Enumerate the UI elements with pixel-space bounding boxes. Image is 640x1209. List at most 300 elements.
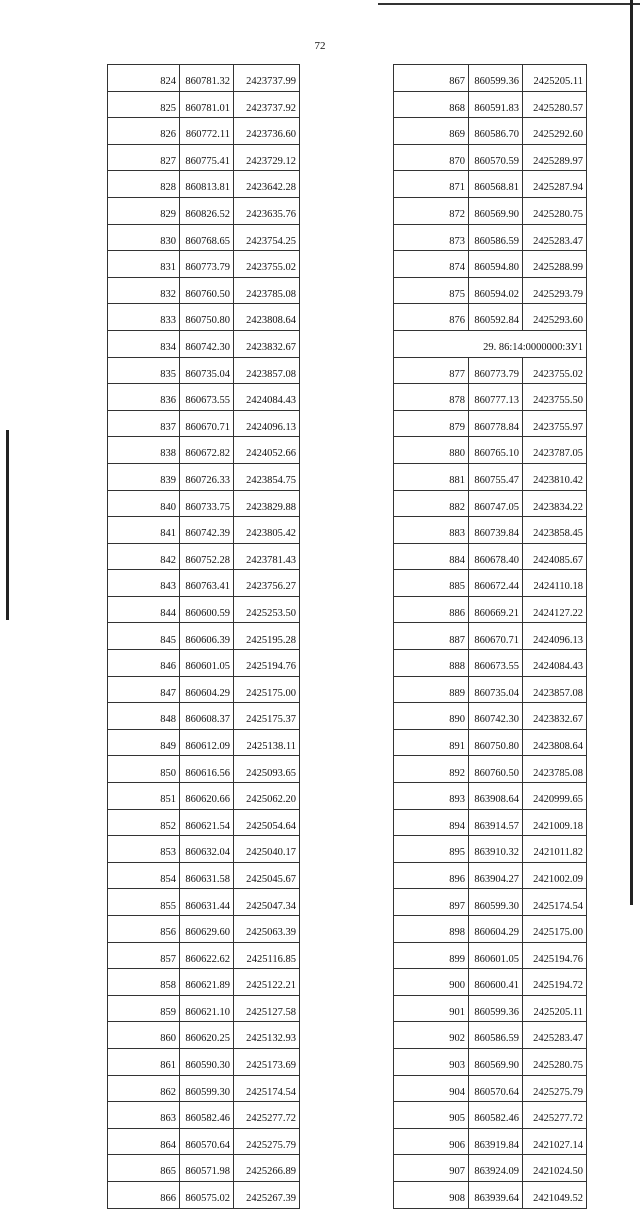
table-row	[108, 144, 300, 171]
y-coordinate-cell: 2425267.39	[234, 1181, 300, 1208]
table-row	[394, 1155, 587, 1182]
x-coordinate-cell: 860673.55	[469, 650, 523, 677]
x-coordinate-cell: 860575.02	[180, 1181, 234, 1208]
table-row	[108, 650, 300, 677]
point-number-cell: 852	[108, 809, 180, 836]
point-number-cell: 887	[394, 623, 469, 650]
coordinates-table-right	[393, 64, 587, 1209]
point-number-cell: 845	[108, 623, 180, 650]
table-row	[108, 251, 300, 278]
point-number-cell: 889	[394, 676, 469, 703]
table-row	[394, 224, 587, 251]
x-coordinate-cell: 860621.54	[180, 809, 234, 836]
x-coordinate-cell: 860631.44	[180, 889, 234, 916]
x-coordinate-cell: 860826.52	[180, 197, 234, 224]
x-coordinate-cell: 860669.21	[469, 596, 523, 623]
x-coordinate-cell: 860765.10	[469, 437, 523, 464]
x-coordinate-cell: 860621.89	[180, 969, 234, 996]
x-coordinate-cell: 860735.04	[180, 357, 234, 384]
point-number-cell: 907	[394, 1155, 469, 1182]
y-coordinate-cell: 2423736.60	[234, 118, 300, 145]
table-row	[108, 517, 300, 544]
x-coordinate-cell: 860726.33	[180, 463, 234, 490]
y-coordinate-cell: 2425293.60	[523, 304, 587, 331]
point-number-cell: 880	[394, 437, 469, 464]
table-row	[108, 304, 300, 331]
table-row	[394, 1181, 587, 1208]
x-coordinate-cell: 860752.28	[180, 543, 234, 570]
x-coordinate-cell: 860760.50	[180, 277, 234, 304]
x-coordinate-cell: 860763.41	[180, 570, 234, 597]
y-coordinate-cell: 2425289.97	[523, 144, 587, 171]
point-number-cell: 856	[108, 916, 180, 943]
point-number-cell: 866	[108, 1181, 180, 1208]
table-row	[108, 118, 300, 145]
table-row	[394, 171, 587, 198]
x-coordinate-cell: 860570.59	[469, 144, 523, 171]
y-coordinate-cell: 2423755.97	[523, 410, 587, 437]
y-coordinate-cell: 2425205.11	[523, 65, 587, 92]
y-coordinate-cell: 2421009.18	[523, 809, 587, 836]
x-coordinate-cell: 860750.80	[180, 304, 234, 331]
x-coordinate-cell: 860772.11	[180, 118, 234, 145]
x-coordinate-cell: 860604.29	[469, 916, 523, 943]
y-coordinate-cell: 2425287.94	[523, 171, 587, 198]
x-coordinate-cell: 860750.80	[469, 729, 523, 756]
section-header-row	[394, 330, 587, 357]
table-row	[108, 65, 300, 92]
point-number-cell: 883	[394, 517, 469, 544]
point-number-cell: 903	[394, 1048, 469, 1075]
x-coordinate-cell: 860622.62	[180, 942, 234, 969]
y-coordinate-cell: 2423737.92	[234, 91, 300, 118]
table-row	[394, 277, 587, 304]
x-coordinate-cell: 863904.27	[469, 862, 523, 889]
y-coordinate-cell: 2423810.42	[523, 463, 587, 490]
y-coordinate-cell: 2425292.60	[523, 118, 587, 145]
x-coordinate-cell: 860735.04	[469, 676, 523, 703]
table-row	[108, 570, 300, 597]
point-number-cell: 850	[108, 756, 180, 783]
table-row	[394, 251, 587, 278]
x-coordinate-cell: 860601.05	[469, 942, 523, 969]
y-coordinate-cell: 2423858.45	[523, 517, 587, 544]
table-row	[108, 889, 300, 916]
x-coordinate-cell: 860606.39	[180, 623, 234, 650]
y-coordinate-cell: 2425040.17	[234, 836, 300, 863]
y-coordinate-cell: 2425194.72	[523, 969, 587, 996]
y-coordinate-cell: 2425063.39	[234, 916, 300, 943]
point-number-cell: 891	[394, 729, 469, 756]
y-coordinate-cell: 2423755.02	[234, 251, 300, 278]
table-row	[394, 517, 587, 544]
y-coordinate-cell: 2423635.76	[234, 197, 300, 224]
point-number-cell: 905	[394, 1102, 469, 1129]
y-coordinate-cell: 2424084.43	[234, 384, 300, 411]
point-number-cell: 840	[108, 490, 180, 517]
point-number-cell: 896	[394, 862, 469, 889]
y-coordinate-cell: 2425194.76	[523, 942, 587, 969]
table-row	[108, 1075, 300, 1102]
table-row	[108, 197, 300, 224]
table-row	[108, 330, 300, 357]
table-row	[108, 836, 300, 863]
x-coordinate-cell: 860742.30	[469, 703, 523, 730]
point-number-cell: 860	[108, 1022, 180, 1049]
y-coordinate-cell: 2423808.64	[234, 304, 300, 331]
y-coordinate-cell: 2424052.66	[234, 437, 300, 464]
y-coordinate-cell: 2423832.67	[234, 330, 300, 357]
x-coordinate-cell: 863939.64	[469, 1181, 523, 1208]
point-number-cell: 898	[394, 916, 469, 943]
point-number-cell: 847	[108, 676, 180, 703]
table-row	[394, 570, 587, 597]
x-coordinate-cell: 860768.65	[180, 224, 234, 251]
point-number-cell: 839	[108, 463, 180, 490]
point-number-cell: 829	[108, 197, 180, 224]
y-coordinate-cell: 2423857.08	[523, 676, 587, 703]
table-row	[108, 995, 300, 1022]
x-coordinate-cell: 860747.05	[469, 490, 523, 517]
x-coordinate-cell: 860570.64	[469, 1075, 523, 1102]
x-coordinate-cell: 860781.32	[180, 65, 234, 92]
y-coordinate-cell: 2424085.67	[523, 543, 587, 570]
point-number-cell: 838	[108, 437, 180, 464]
table-row	[394, 1075, 587, 1102]
point-number-cell: 886	[394, 596, 469, 623]
y-coordinate-cell: 2425266.89	[234, 1155, 300, 1182]
x-coordinate-cell: 863914.57	[469, 809, 523, 836]
table-row	[394, 1048, 587, 1075]
table-row	[108, 862, 300, 889]
y-coordinate-cell: 2421002.09	[523, 862, 587, 889]
point-number-cell: 841	[108, 517, 180, 544]
table-row	[394, 969, 587, 996]
x-coordinate-cell: 860778.84	[469, 410, 523, 437]
point-number-cell: 842	[108, 543, 180, 570]
y-coordinate-cell: 2425275.79	[234, 1128, 300, 1155]
table-row	[394, 543, 587, 570]
table-row	[108, 623, 300, 650]
point-number-cell: 904	[394, 1075, 469, 1102]
x-coordinate-cell: 860620.66	[180, 783, 234, 810]
x-coordinate-cell: 860591.83	[469, 91, 523, 118]
point-number-cell: 884	[394, 543, 469, 570]
x-coordinate-cell: 860739.84	[469, 517, 523, 544]
x-coordinate-cell: 860568.81	[469, 171, 523, 198]
point-number-cell: 906	[394, 1128, 469, 1155]
y-coordinate-cell: 2423755.50	[523, 384, 587, 411]
x-coordinate-cell: 860604.29	[180, 676, 234, 703]
x-coordinate-cell: 860586.70	[469, 118, 523, 145]
table-row	[394, 437, 587, 464]
table-row	[394, 836, 587, 863]
point-number-cell: 881	[394, 463, 469, 490]
y-coordinate-cell: 2425277.72	[523, 1102, 587, 1129]
point-number-cell: 864	[108, 1128, 180, 1155]
point-number-cell: 878	[394, 384, 469, 411]
y-coordinate-cell: 2423808.64	[523, 729, 587, 756]
table-row	[108, 437, 300, 464]
point-number-cell: 882	[394, 490, 469, 517]
page-number: 72	[314, 40, 326, 52]
y-coordinate-cell: 2421049.52	[523, 1181, 587, 1208]
point-number-cell: 873	[394, 224, 469, 251]
y-coordinate-cell: 2425174.54	[523, 889, 587, 916]
table-row	[108, 969, 300, 996]
point-number-cell: 870	[394, 144, 469, 171]
point-number-cell: 872	[394, 197, 469, 224]
x-coordinate-cell: 860586.59	[469, 224, 523, 251]
section-label: 29. 86:14:0000000:ЗУ1	[394, 330, 587, 357]
y-coordinate-cell: 2425174.54	[234, 1075, 300, 1102]
y-coordinate-cell: 2423781.43	[234, 543, 300, 570]
point-number-cell: 837	[108, 410, 180, 437]
table-row	[394, 197, 587, 224]
x-coordinate-cell: 860672.82	[180, 437, 234, 464]
x-coordinate-cell: 860629.60	[180, 916, 234, 943]
x-coordinate-cell: 860608.37	[180, 703, 234, 730]
table-row	[108, 224, 300, 251]
table-row	[394, 357, 587, 384]
table-row	[108, 543, 300, 570]
table-row	[108, 463, 300, 490]
x-coordinate-cell: 863908.64	[469, 783, 523, 810]
point-number-cell: 862	[108, 1075, 180, 1102]
y-coordinate-cell: 2423834.22	[523, 490, 587, 517]
table-row	[394, 676, 587, 703]
point-number-cell: 877	[394, 357, 469, 384]
y-coordinate-cell: 2424127.22	[523, 596, 587, 623]
y-coordinate-cell: 2423785.08	[523, 756, 587, 783]
y-coordinate-cell: 2425288.99	[523, 251, 587, 278]
point-number-cell: 844	[108, 596, 180, 623]
point-number-cell: 835	[108, 357, 180, 384]
margin-mark	[6, 430, 9, 620]
x-coordinate-cell: 860673.55	[180, 384, 234, 411]
x-coordinate-cell: 860601.05	[180, 650, 234, 677]
y-coordinate-cell: 2425122.21	[234, 969, 300, 996]
point-number-cell: 828	[108, 171, 180, 198]
table-row	[108, 91, 300, 118]
table-row	[108, 596, 300, 623]
table-row	[108, 357, 300, 384]
point-number-cell: 827	[108, 144, 180, 171]
table-row	[108, 1181, 300, 1208]
x-coordinate-cell: 860569.90	[469, 197, 523, 224]
point-number-cell: 831	[108, 251, 180, 278]
y-coordinate-cell: 2425173.69	[234, 1048, 300, 1075]
coordinates-table-left	[107, 64, 300, 1209]
table-row	[394, 1128, 587, 1155]
table-row	[394, 623, 587, 650]
y-coordinate-cell: 2421011.82	[523, 836, 587, 863]
x-coordinate-cell: 860590.30	[180, 1048, 234, 1075]
y-coordinate-cell: 2425054.64	[234, 809, 300, 836]
y-coordinate-cell: 2423857.08	[234, 357, 300, 384]
point-number-cell: 875	[394, 277, 469, 304]
x-coordinate-cell: 860775.41	[180, 144, 234, 171]
table-row	[108, 410, 300, 437]
point-number-cell: 853	[108, 836, 180, 863]
point-number-cell: 854	[108, 862, 180, 889]
y-coordinate-cell: 2425045.67	[234, 862, 300, 889]
y-coordinate-cell: 2423785.08	[234, 277, 300, 304]
y-coordinate-cell: 2425280.57	[523, 91, 587, 118]
table-row	[108, 1128, 300, 1155]
y-coordinate-cell: 2423642.28	[234, 171, 300, 198]
table-row	[108, 277, 300, 304]
y-coordinate-cell: 2425175.37	[234, 703, 300, 730]
x-coordinate-cell: 860582.46	[180, 1102, 234, 1129]
x-coordinate-cell: 860621.10	[180, 995, 234, 1022]
x-coordinate-cell: 863924.09	[469, 1155, 523, 1182]
point-number-cell: 849	[108, 729, 180, 756]
x-coordinate-cell: 860600.41	[469, 969, 523, 996]
table-row	[108, 1022, 300, 1049]
table-row	[394, 490, 587, 517]
x-coordinate-cell: 860678.40	[469, 543, 523, 570]
y-coordinate-cell: 2425127.58	[234, 995, 300, 1022]
point-number-cell: 848	[108, 703, 180, 730]
point-number-cell: 890	[394, 703, 469, 730]
y-coordinate-cell: 2425194.76	[234, 650, 300, 677]
point-number-cell: 879	[394, 410, 469, 437]
table-row	[394, 410, 587, 437]
x-coordinate-cell: 860773.79	[469, 357, 523, 384]
point-number-cell: 888	[394, 650, 469, 677]
y-coordinate-cell: 2425283.47	[523, 1022, 587, 1049]
table-row	[394, 91, 587, 118]
table-row	[108, 1155, 300, 1182]
table-row	[394, 650, 587, 677]
x-coordinate-cell: 860571.98	[180, 1155, 234, 1182]
y-coordinate-cell: 2423832.67	[523, 703, 587, 730]
x-coordinate-cell: 860631.58	[180, 862, 234, 889]
point-number-cell: 826	[108, 118, 180, 145]
point-number-cell: 899	[394, 942, 469, 969]
x-coordinate-cell: 860781.01	[180, 91, 234, 118]
table-row	[394, 65, 587, 92]
table-row	[108, 703, 300, 730]
y-coordinate-cell: 2423854.75	[234, 463, 300, 490]
point-number-cell: 892	[394, 756, 469, 783]
point-number-cell: 908	[394, 1181, 469, 1208]
table-row	[108, 729, 300, 756]
y-coordinate-cell: 2423755.02	[523, 357, 587, 384]
point-number-cell: 897	[394, 889, 469, 916]
table-row	[394, 118, 587, 145]
y-coordinate-cell: 2425277.72	[234, 1102, 300, 1129]
table-row	[394, 942, 587, 969]
point-number-cell: 874	[394, 251, 469, 278]
y-coordinate-cell: 2425175.00	[234, 676, 300, 703]
point-number-cell: 894	[394, 809, 469, 836]
table-row	[108, 1102, 300, 1129]
y-coordinate-cell: 2425062.20	[234, 783, 300, 810]
point-number-cell: 824	[108, 65, 180, 92]
x-coordinate-cell: 860670.71	[180, 410, 234, 437]
point-number-cell: 869	[394, 118, 469, 145]
x-coordinate-cell: 860755.47	[469, 463, 523, 490]
point-number-cell: 867	[394, 65, 469, 92]
table-row	[394, 144, 587, 171]
point-number-cell: 833	[108, 304, 180, 331]
point-number-cell: 855	[108, 889, 180, 916]
table-row	[108, 756, 300, 783]
point-number-cell: 901	[394, 995, 469, 1022]
y-coordinate-cell: 2423756.27	[234, 570, 300, 597]
point-number-cell: 876	[394, 304, 469, 331]
point-number-cell: 834	[108, 330, 180, 357]
x-coordinate-cell: 860742.30	[180, 330, 234, 357]
table-row	[394, 596, 587, 623]
y-coordinate-cell: 2425195.28	[234, 623, 300, 650]
x-coordinate-cell: 860632.04	[180, 836, 234, 863]
point-number-cell: 861	[108, 1048, 180, 1075]
x-coordinate-cell: 860760.50	[469, 756, 523, 783]
table-row	[108, 171, 300, 198]
x-coordinate-cell: 860672.44	[469, 570, 523, 597]
point-number-cell: 868	[394, 91, 469, 118]
x-coordinate-cell: 860569.90	[469, 1048, 523, 1075]
x-coordinate-cell: 860742.39	[180, 517, 234, 544]
x-coordinate-cell: 860599.30	[469, 889, 523, 916]
point-number-cell: 832	[108, 277, 180, 304]
y-coordinate-cell: 2424110.18	[523, 570, 587, 597]
point-number-cell: 863	[108, 1102, 180, 1129]
x-coordinate-cell: 860599.30	[180, 1075, 234, 1102]
y-coordinate-cell: 2425253.50	[234, 596, 300, 623]
y-coordinate-cell: 2421024.50	[523, 1155, 587, 1182]
point-number-cell: 857	[108, 942, 180, 969]
point-number-cell: 859	[108, 995, 180, 1022]
x-coordinate-cell: 860570.64	[180, 1128, 234, 1155]
table-row	[108, 676, 300, 703]
point-number-cell: 885	[394, 570, 469, 597]
point-number-cell: 895	[394, 836, 469, 863]
point-number-cell: 830	[108, 224, 180, 251]
x-coordinate-cell: 863919.84	[469, 1128, 523, 1155]
x-coordinate-cell: 860594.80	[469, 251, 523, 278]
x-coordinate-cell: 860599.36	[469, 995, 523, 1022]
x-coordinate-cell: 860600.59	[180, 596, 234, 623]
y-coordinate-cell: 2424096.13	[234, 410, 300, 437]
point-number-cell: 825	[108, 91, 180, 118]
point-number-cell: 865	[108, 1155, 180, 1182]
y-coordinate-cell: 2425132.93	[234, 1022, 300, 1049]
table-row	[394, 809, 587, 836]
point-number-cell: 900	[394, 969, 469, 996]
table-row	[108, 384, 300, 411]
table-row	[394, 995, 587, 1022]
x-coordinate-cell: 860620.25	[180, 1022, 234, 1049]
table-row	[394, 916, 587, 943]
point-number-cell: 851	[108, 783, 180, 810]
point-number-cell: 871	[394, 171, 469, 198]
x-coordinate-cell: 860670.71	[469, 623, 523, 650]
top-rule	[378, 3, 640, 5]
y-coordinate-cell: 2423754.25	[234, 224, 300, 251]
point-number-cell: 858	[108, 969, 180, 996]
point-number-cell: 902	[394, 1022, 469, 1049]
y-coordinate-cell: 2424096.13	[523, 623, 587, 650]
x-coordinate-cell: 860733.75	[180, 490, 234, 517]
x-coordinate-cell: 860582.46	[469, 1102, 523, 1129]
table-row	[108, 916, 300, 943]
y-coordinate-cell: 2423737.99	[234, 65, 300, 92]
point-number-cell: 843	[108, 570, 180, 597]
